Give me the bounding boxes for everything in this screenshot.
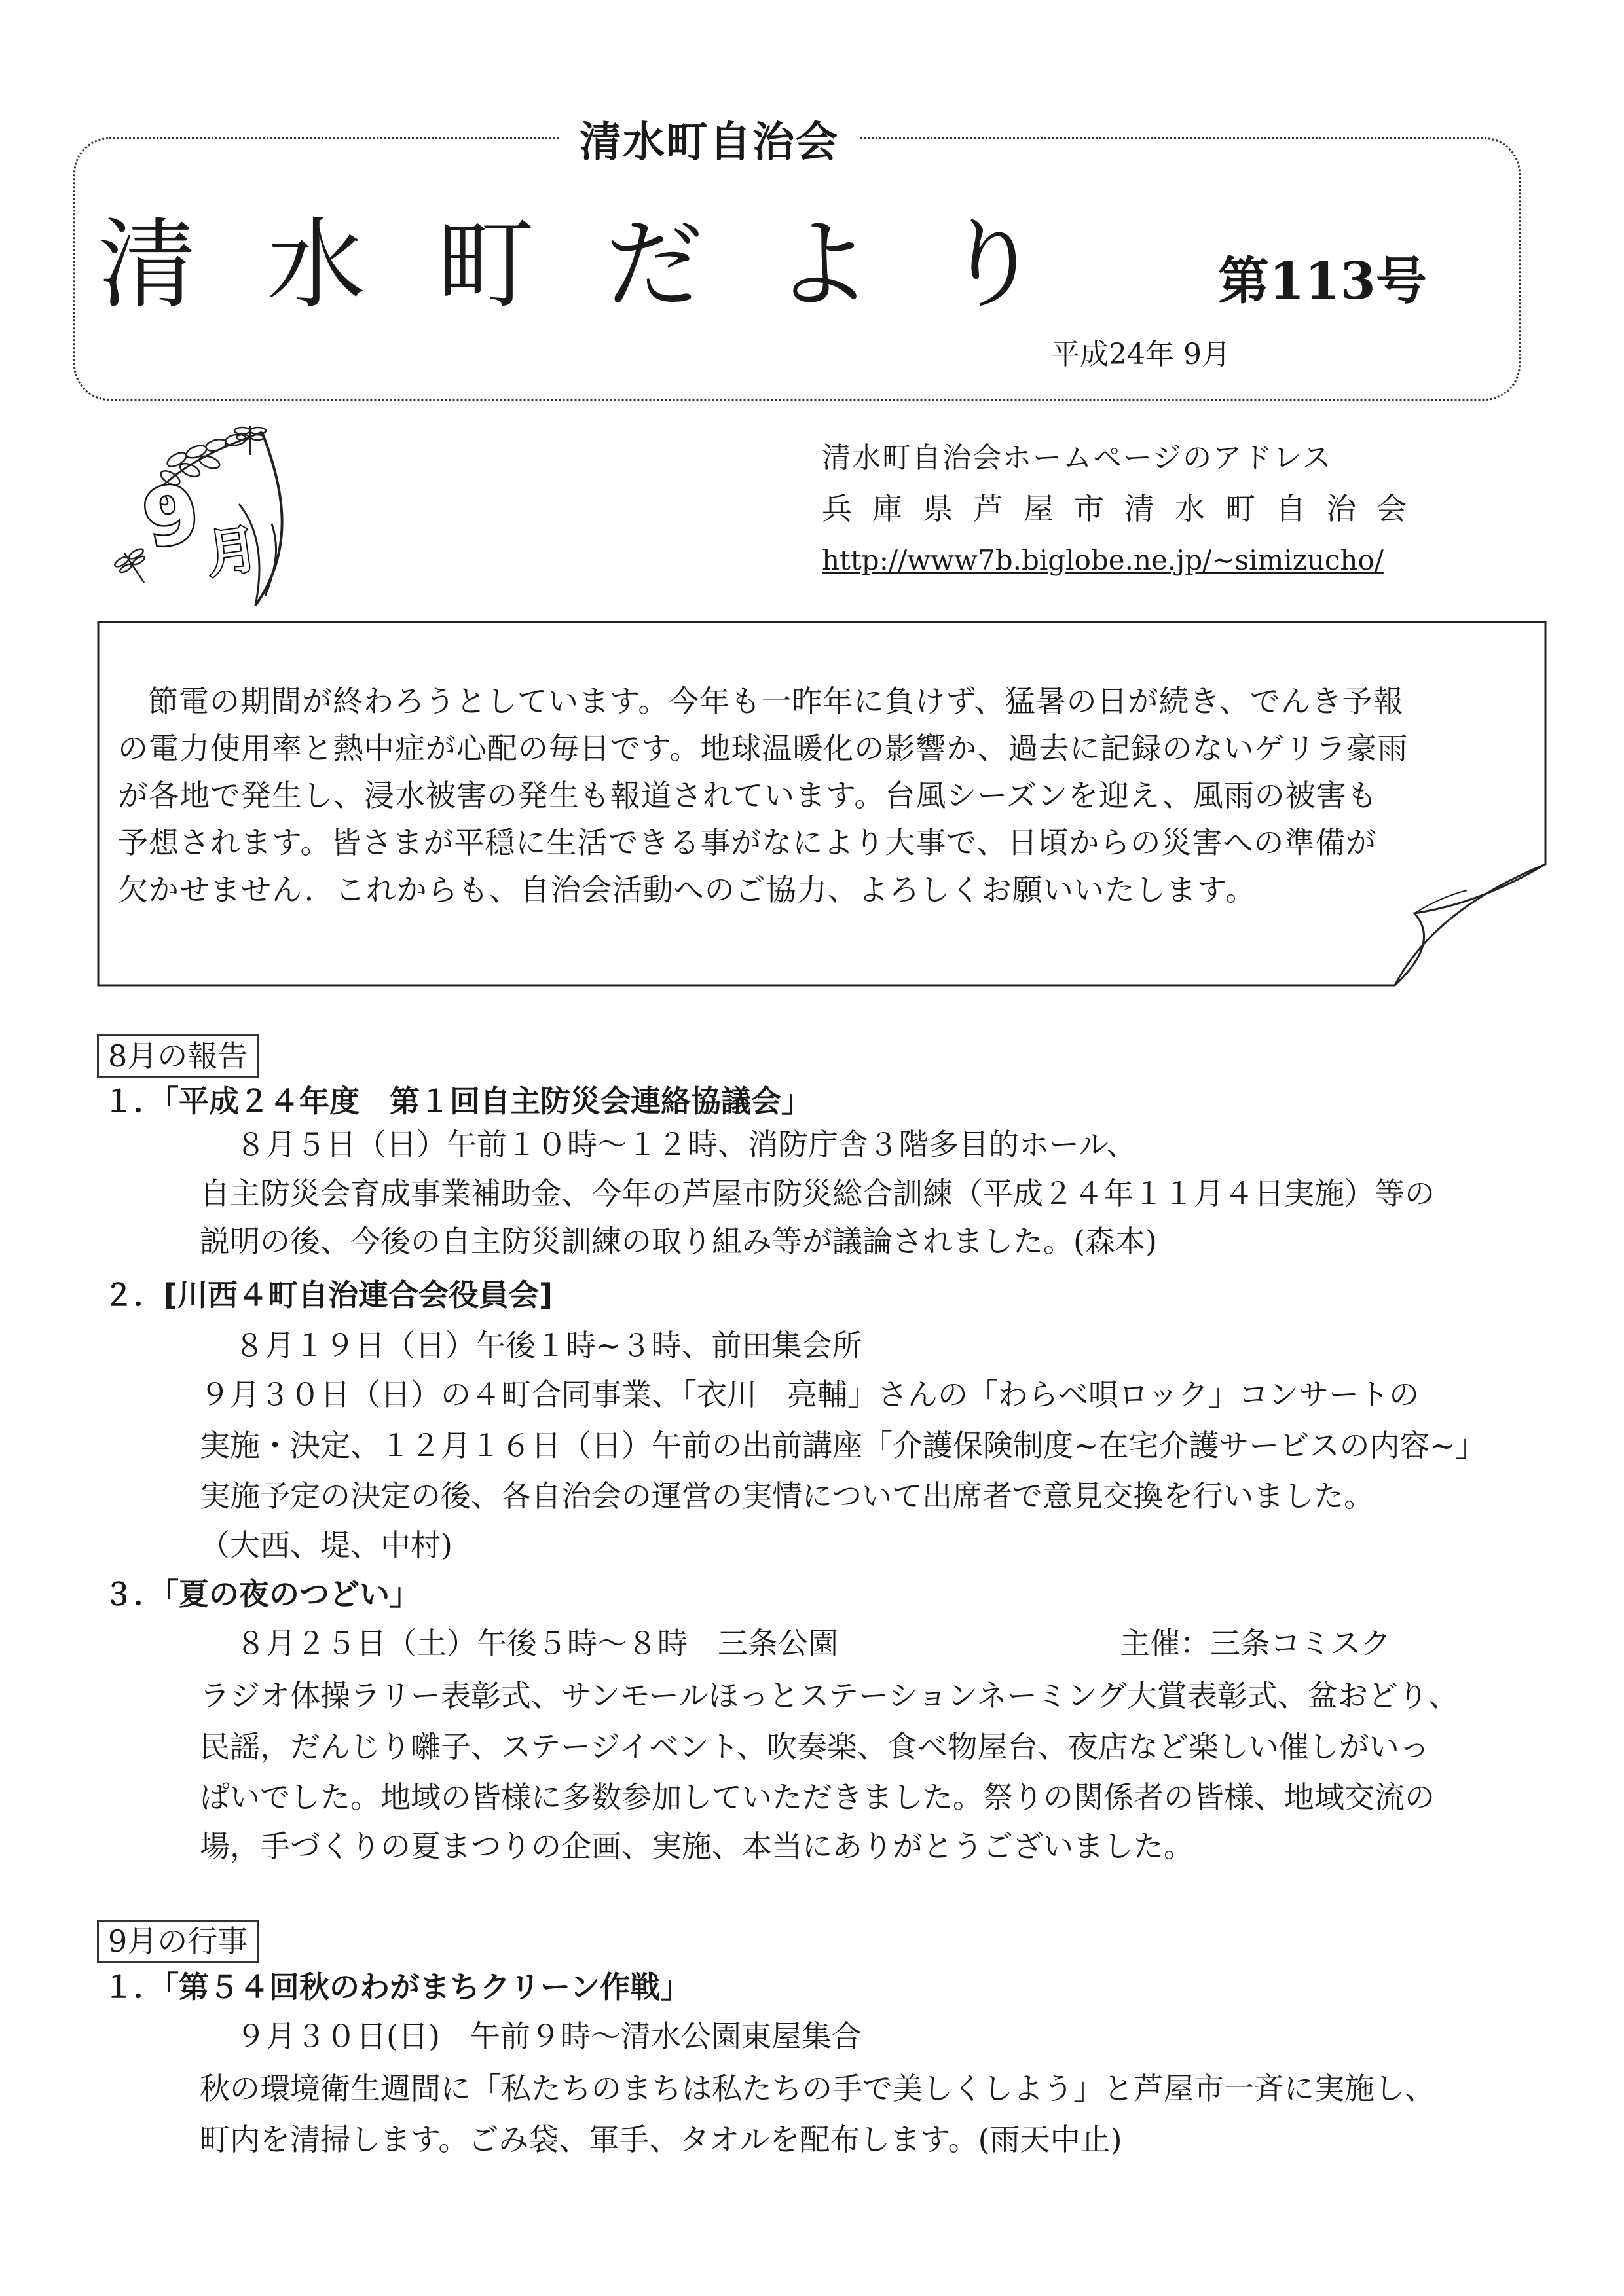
report-item-title: １．「平成２４年度 第１回自主防災会連絡協議会」	[103, 1084, 811, 1119]
report-item-line: ぱいでした。地域の皆様に多数参加していただきました。祭りの関係者の皆様、地域交流の	[200, 1779, 1435, 1815]
report-item-line: 説明の後、今後の自主防災訓練の取り組み等が議論されました。(森本)	[200, 1224, 1157, 1259]
notice-line: の電力使用率と熱中症が心配の毎日です。地球温暖化の影響か、過去に記録のないゲリラ豪雨	[118, 731, 1409, 766]
notice-line: 節電の期間が終わろうとしています。今年も一昨年に負けず、猛暑の日が続き、でんき予報	[148, 683, 1404, 719]
section-heading-report: 8月の報告	[97, 1034, 259, 1078]
report-item-title: ２．[川西４町自治連合会役員会]	[103, 1277, 553, 1313]
logo-month-numeral: 9	[135, 466, 208, 567]
org-name: 清水町自治会	[560, 117, 858, 169]
report-item-line: ８月５日（日）午前１０時～１２時、消防庁舎３階多目的ホール、	[236, 1127, 1137, 1162]
homepage-url-link[interactable]: http://www7b.biglobe.ne.jp/~simizucho/	[822, 544, 1384, 576]
report-item-line: （大西、堤、中村)	[200, 1527, 452, 1563]
section-heading-events: 9月の行事	[97, 1920, 259, 1963]
report-item-line: ９月３０日（日）の４町合同事業、「衣川 亮輔」さんの「わらべ唄ロック」コンサートの	[200, 1377, 1420, 1412]
report-item-line: 自主防災会育成事業補助金、今年の芦屋市防災総合訓練（平成２４年１１月４日実施）等の	[200, 1176, 1435, 1211]
report-item-organizer: 主催：三条コミスク	[1120, 1626, 1391, 1661]
event-item-title: １．「第５４回秋のわがまちクリーン作戦」	[103, 1969, 691, 2005]
report-item-line: ８月２５日（土）午後５時～８時 三条公園	[236, 1626, 838, 1661]
event-item-line: ９月３０日(日) 午前９時～清水公園東屋集合	[236, 2018, 862, 2054]
report-item-line: 場，手づくりの夏まつりの企画、実施、本当にありがとうございました。	[200, 1829, 1194, 1864]
report-item-line: 実施予定の決定の後、各自治会の運営の実情について出席者で意見交換を行いました。	[200, 1478, 1375, 1514]
notice-message	[118, 678, 1545, 913]
event-item-line: 秋の環境衛生週間に「私たちのまちは私たちの手で美しくしよう」と芦屋市一斉に実施し、	[200, 2071, 1435, 2106]
report-item-line: ラジオ体操ラリー表彰式、サンモールほっとステーションネーミング大賞表彰式、盆おどり、	[200, 1678, 1458, 1713]
newsletter-title: 清水町だより	[98, 208, 1113, 322]
homepage-label: 清水町自治会ホームページのアドレス	[822, 441, 1333, 475]
report-item-line: ８月１９日（日）午後１時~３時、前田集会所	[234, 1328, 862, 1363]
logo-month-char: 月	[202, 519, 262, 585]
report-item-line: 民謡，だんじり囃子、ステージイベント、吹奏楽、食べ物屋台、夜店など楽しい催しがいっ	[200, 1729, 1430, 1764]
notice-line: 予想されます。皆さまが平穏に生活できる事がなにより大事で、日頃からの災害への準備が	[118, 825, 1377, 860]
issue-number: 第113号	[1218, 251, 1427, 311]
homepage-org-name: 兵庫県芦屋市清水町自治会	[822, 491, 1427, 526]
notice-line: 欠かせません．これからも、自治会活動へのご協力、よろしくお願いいたします。	[118, 872, 1257, 907]
report-item-line: 実施・決定、１２月１６日（日）午前の出前講座「介護保険制度~在宅介護サービスの内容~」	[200, 1428, 1486, 1463]
september-logo-icon	[98, 419, 308, 615]
event-item-line: 町内を清掃します。ごみ袋、軍手、タオルを配布します。(雨天中止)	[200, 2122, 1122, 2157]
issue-date: 平成24年 9月	[1051, 338, 1230, 371]
notice-line: が各地で発生し、浸水被害の発生も報道されています。台風シーズンを迎え、風雨の被害も	[118, 778, 1378, 813]
report-item-title: ３．「夏の夜のつどい」	[103, 1576, 420, 1612]
